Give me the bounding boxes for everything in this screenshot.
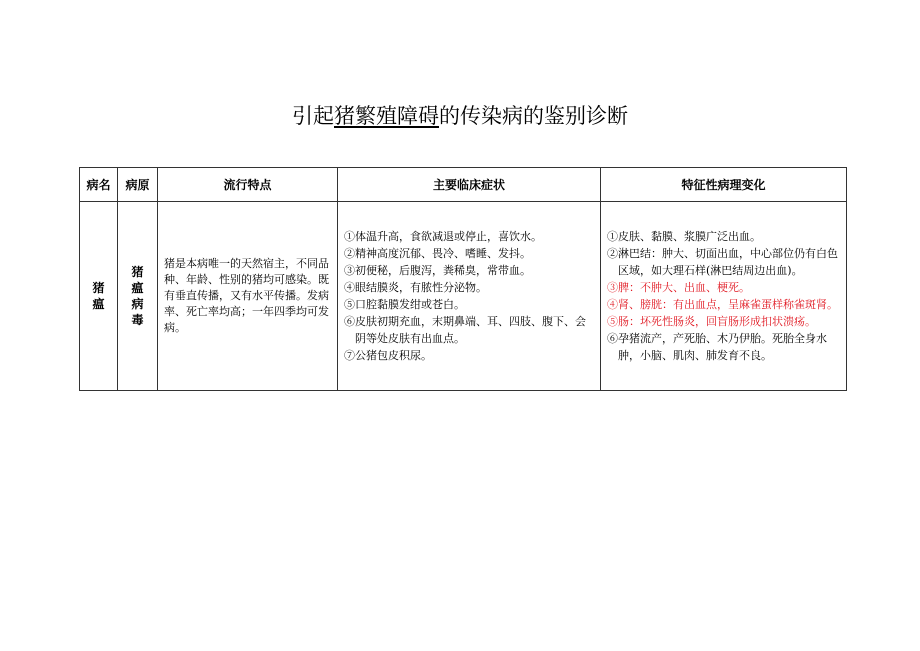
pathogen bbox=[118, 264, 157, 328]
symptom-item: ④眼结膜炎，有脓性分泌物。 bbox=[344, 281, 487, 294]
symptom-item: ①体温升高，食欲减退或停止，喜饮水。 bbox=[344, 230, 542, 243]
symptom-item: ⑦公猪包皮积尿。 bbox=[344, 349, 432, 362]
title-prefix: 引起 bbox=[292, 104, 334, 128]
disease-name-cell bbox=[80, 202, 118, 391]
diagnosis-table bbox=[79, 167, 847, 391]
disease-name bbox=[80, 280, 117, 312]
symptom-item: ⑤口腔黏膜发绀或苍白。 bbox=[344, 298, 465, 311]
symptoms-list bbox=[338, 228, 600, 364]
header-pathogen: 病原 bbox=[118, 168, 158, 202]
page-title bbox=[0, 100, 920, 132]
pathogen-char: 瘟 bbox=[131, 281, 144, 295]
epidemiology-cell bbox=[158, 202, 338, 391]
pathogen-cell bbox=[118, 202, 158, 391]
pathogen-char: 病 bbox=[131, 297, 144, 311]
pathology-list bbox=[601, 228, 846, 364]
disease-name-char: 猪 bbox=[92, 281, 105, 295]
pathogen-char: 毒 bbox=[131, 313, 144, 327]
symptom-item: ②精神高度沉郁、畏冷、嗜睡、发抖。 bbox=[344, 247, 531, 260]
pathology-item: ①皮肤、黏膜、浆膜广泛出血。 bbox=[607, 230, 761, 243]
header-symptoms: 主要临床症状 bbox=[338, 168, 601, 202]
pathology-cell bbox=[601, 202, 847, 391]
header-row bbox=[80, 168, 847, 202]
disease-name-char: 瘟 bbox=[92, 297, 105, 311]
symptom-item: ⑥皮肤初期充血，末期鼻端、耳、四肢、腹下、会阴等处皮肤有出血点。 bbox=[344, 315, 586, 345]
header-disease-name: 病名 bbox=[80, 168, 118, 202]
title-suffix: 的传染病的鉴别诊断 bbox=[439, 104, 628, 128]
pathology-item: ⑥孕猪流产，产死胎、木乃伊胎。死胎全身水肿，小脑、肌肉、肺发育不良。 bbox=[607, 332, 827, 362]
header-epidemiology: 流行特点 bbox=[158, 168, 338, 202]
pathology-item-highlight: ④肾、膀胱：有出血点，呈麻雀蛋样称雀斑肾。 bbox=[607, 298, 838, 311]
symptoms-cell bbox=[338, 202, 601, 391]
pathology-item-highlight: ⑤肠：坏死性肠炎，回盲肠形成扣状溃疡。 bbox=[607, 315, 816, 328]
pathogen-char: 猪 bbox=[131, 265, 144, 279]
symptom-item: ③初便秘，后腹泻，粪稀臭，常带血。 bbox=[344, 264, 531, 277]
pathology-item-highlight: ③脾：不肿大、出血、梗死。 bbox=[607, 281, 750, 294]
table-row bbox=[80, 202, 847, 391]
header-pathology: 特征性病理变化 bbox=[601, 168, 847, 202]
epidemiology-text: 猪是本病唯一的天然宿主，不同品种、年龄、性别的猪均可感染。既有垂直传播，又有水平传播。发病率、死亡率均高；一年四季均可发病。 bbox=[164, 257, 329, 334]
title-underlined: 猪繁殖障碍 bbox=[334, 104, 439, 128]
pathology-item: ②淋巴结：肿大、切面出血，中心部位仍有白色区域，如大理石样(淋巴结周边出血)。 bbox=[607, 247, 838, 277]
